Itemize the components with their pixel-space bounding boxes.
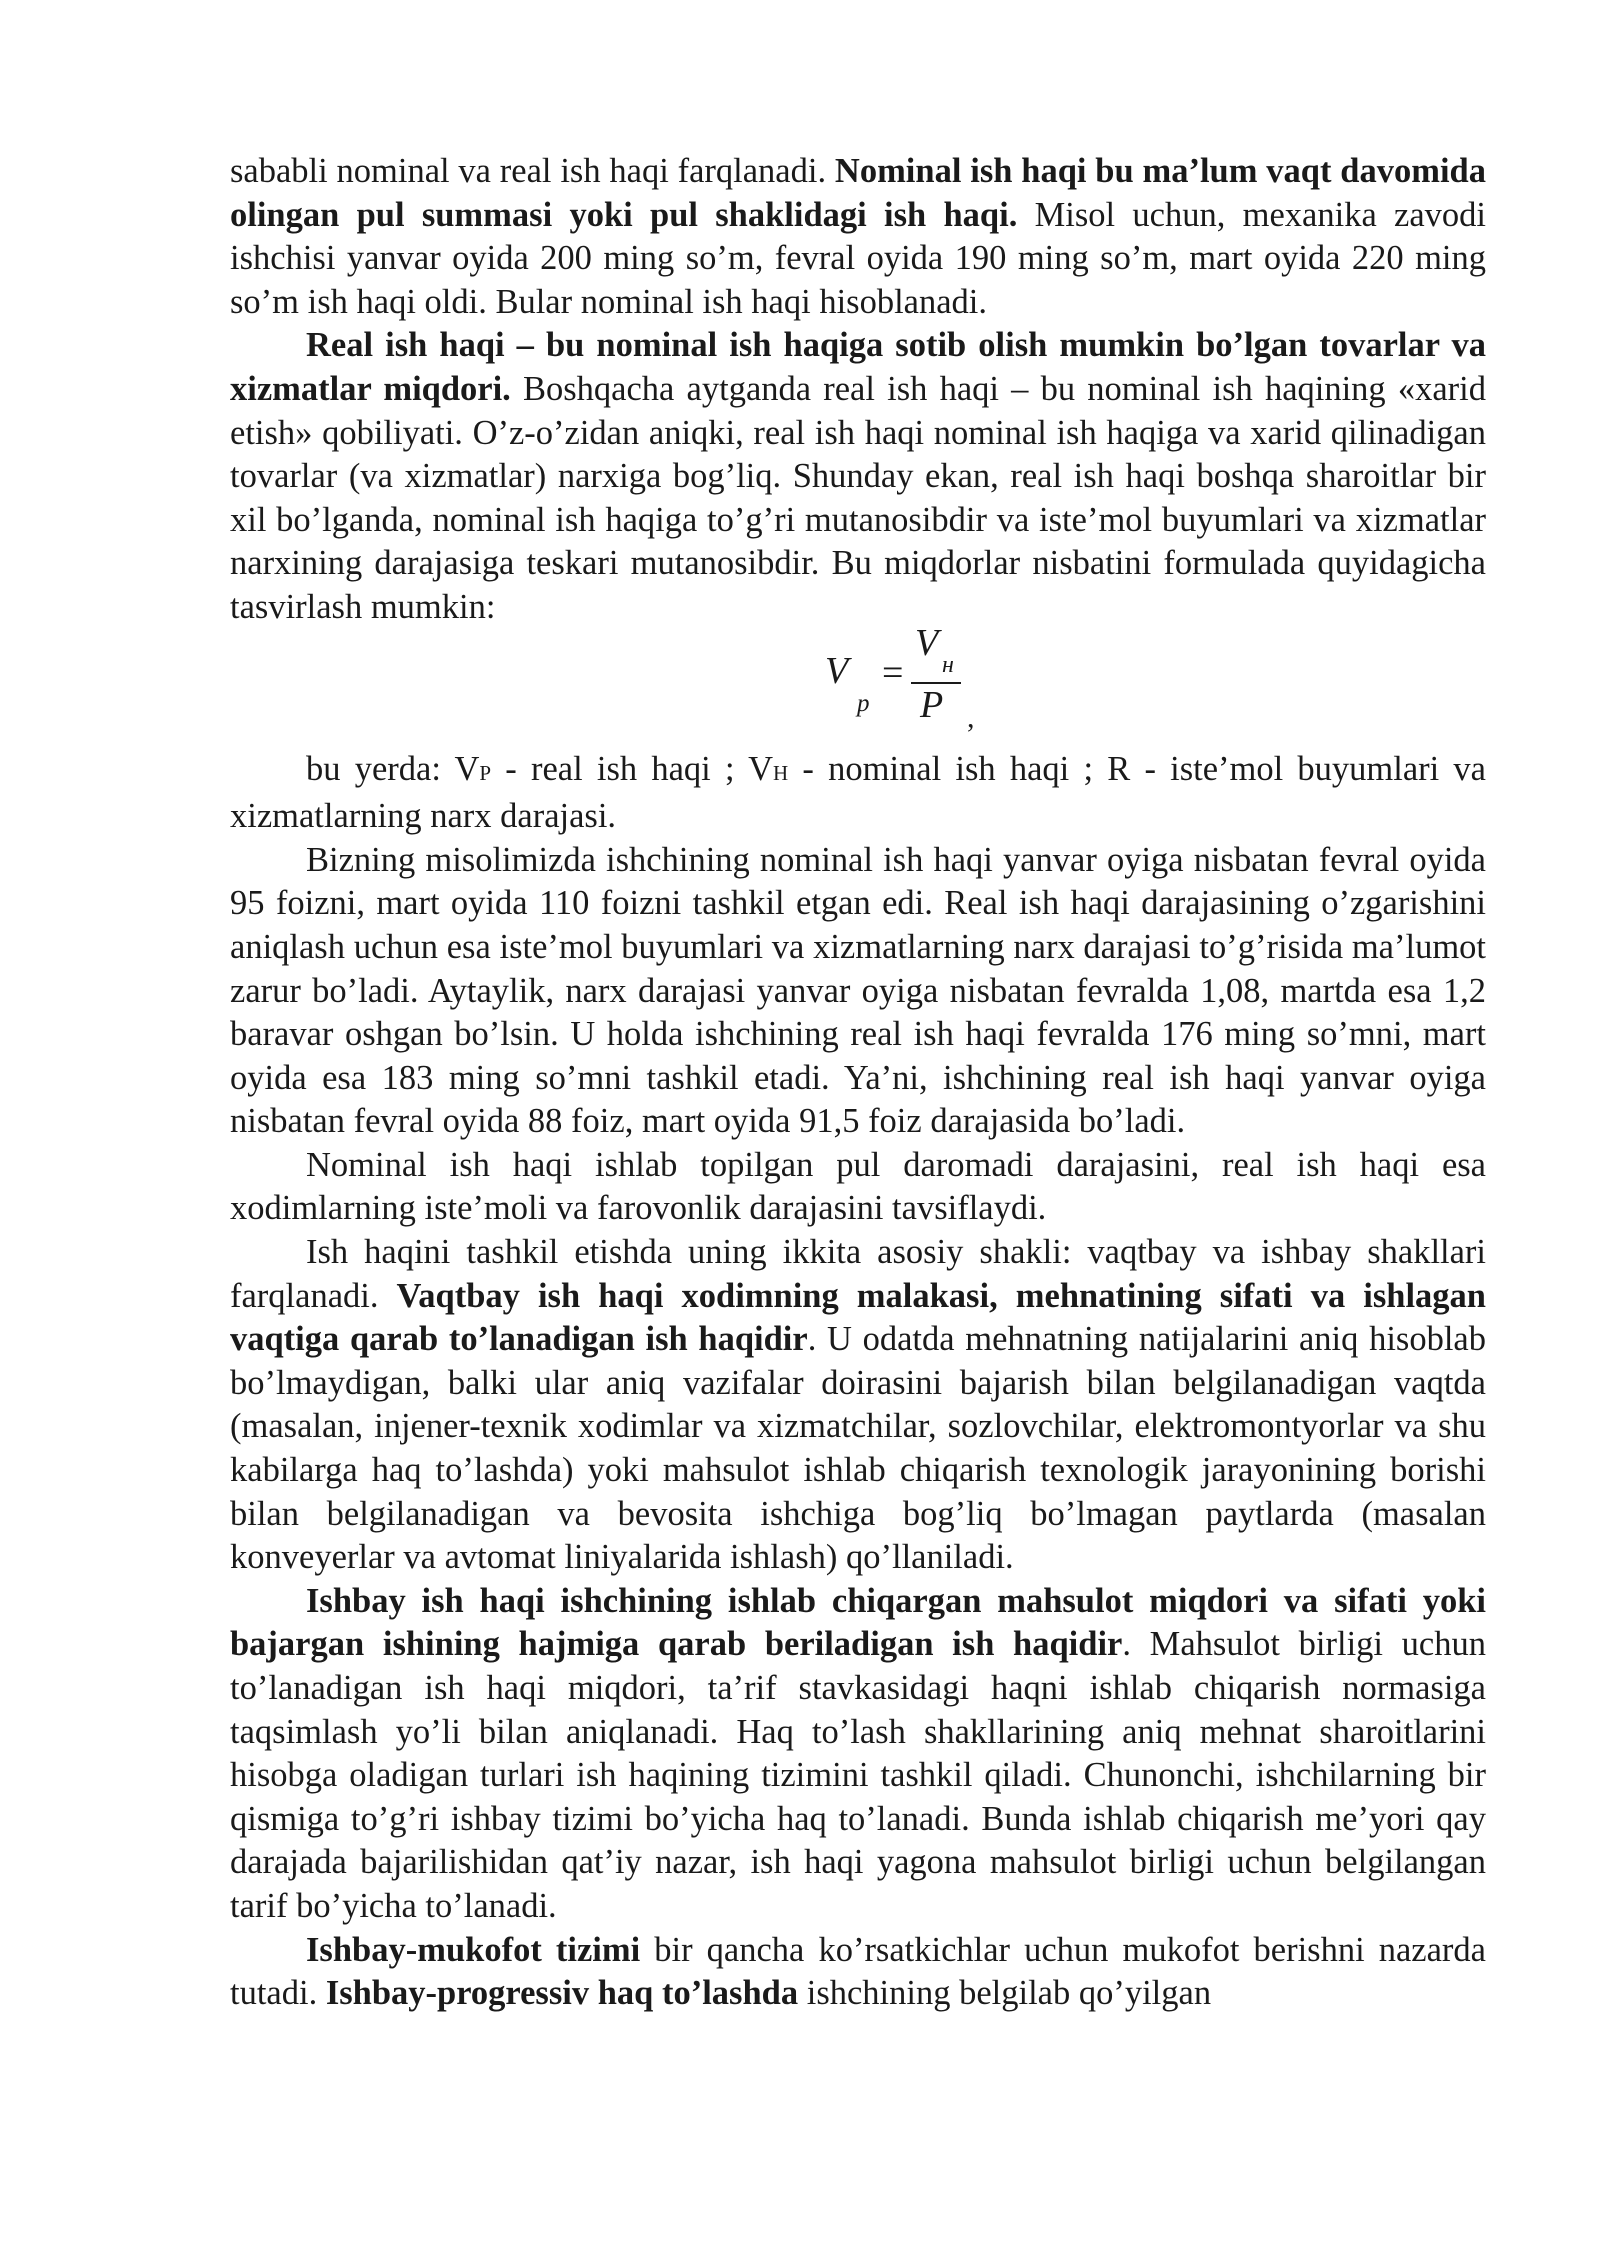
document-page (230, 150, 1486, 2016)
real-wage-formula (230, 621, 1486, 748)
formula-numerator: V (915, 621, 939, 664)
formula-lhs: V (825, 649, 849, 692)
formula-lhs-subscript: p (857, 689, 870, 717)
formula-comma: , (967, 700, 975, 734)
formula-numerator-subscript: н (942, 651, 954, 678)
paragraph-piece-wage: Ishbay ish haqi ishchining ishlab chiqargan mahsulot miqdori va sifati yoki bajargan ishining hajmiga qarab beriladigan ish haqidir. Mahsulot birligi uchun to’lanadigan ish haqi miqdori, ta’rif stavkasidagi haqni ishlab chiqarish normasiga taqsimlash yo’li bilan aniqlanadi. Haq to’lash shakllarining aniq mehnat sharoitlarini hisobga oladigan turlari ish haqining tizimini tashkil qiladi. Chunonchi, ishchilarning bir qismiga to’g’ri ishbay tizimi bo’yicha haq to’lanadi. Bunda ishlab chiqarish me’yori qay darajada bajarilishidan qat’iy nazar, ish haqi yagona mahsulot birligi uchun belgilangan tarif bo’yicha to’lanadi. (230, 1581, 1486, 1925)
paragraph-summary: Nominal ish haqi ishlab topilgan pul daromadi darajasini, real ish haqi esa xodimlarning iste’moli va farovonlik darajasini tavsiflaydi. (230, 1145, 1486, 1228)
term-piece-progressive: Ishbay-progressiv haq to’lashda (325, 1974, 799, 2013)
paragraph-example: Bizning misolimizda ishchining nominal ish haqi yanvar oyiga nisbatan fevral oyida 95 foizni, mart oyida 110 foizni tashkil etgan edi. Real ish haqi darajasining o’zgarishini aniqlash uchun esa iste’mol buyumlari va xizmatlarning narx darajasi to’g’risida ma’lumot zarur bo’ladi. Aytaylik, narx darajasi yanvar oyiga nisbatan fevralda 1,08, martda esa 1,2 baravar oshgan bo’lsin. U holda ishchining real ish haqi fevralda 176 ming so’mni, mart oyida esa 183 ming so’mni tashkil etadi. Ya’ni, ishchining real ish haqi yanvar oyiga nisbatan fevral oyida 88 foiz, mart oyida 91,5 foiz darajasida bo’ladi. (230, 840, 1486, 1141)
definition-piece-wage: Ishbay ish haqi ishchining ishlab chiqargan mahsulot miqdori va sifati yoki bajargan ishining hajmiga qarab beriladigan ish haqidir (230, 1581, 1486, 1664)
paragraph-formula-legend: bu yerda: VP - real ish haqi ; VH - nominal ish haqi ; R - iste’mol buyumlari va xizmatlarning narx darajasi. (230, 749, 1486, 836)
definition-nominal-wage: Nominal ish haqi bu ma’lum vaqt davomida olingan pul summasi yoki pul shaklidagi ish haqi. (230, 152, 1486, 234)
definition-time-wage: Vaqtbay ish haqi xodimning malakasi, mehnatining sifati va ishlagan vaqtiga qarab to’lanadigan ish haqidir (230, 1276, 1486, 1359)
paragraph-real-wage: Real ish haqi – bu nominal ish haqiga sotib olish mumkin bo’lgan tovarlar va xizmatlar miqdori. Boshqacha aytganda real ish haqi – bu nominal ish haqining «xarid etish» qobiliyati. O’z-o’zidan aniqki, real ish haqi nominal ish haqiga va xarid qilinadigan tovarlar (va xizmatlar) narxiga bog’liq. Shunday ekan, real ish haqi boshqa sharoitlar bir xil bo’lganda, nominal ish haqiga to’g’ri mutanosibdir va iste’mol buyumlari va xizmatlar narxining darajasiga teskari mutanosibdir. Bu miqdorlar nisbatini formulada quyidagicha tasvirlash mumkin: (230, 326, 1486, 626)
formula-equals: = (882, 651, 904, 694)
paragraph-piece-bonus: Ishbay-mukofot tizimi bir qancha ko’rsatkichlar uchun mukofot berishni nazarda tutadi. Ishbay-progressiv haq to’lashda ishchining belgilab qo’yilgan (230, 1930, 1486, 2013)
formula-denominator: P (920, 683, 944, 726)
term-piece-bonus: Ishbay-mukofot tizimi (306, 1930, 641, 1969)
paragraph-time-wage: Ish haqini tashkil etishda uning ikkita asosiy shakli: vaqtbay va ishbay shakllari farqlanadi. Vaqtbay ish haqi xodimning malakasi, mehnatining sifati va ishlagan vaqtiga qarab to’lanadigan ish haqidir. U odatda mehnatning natijalarini aniq hisoblab bo’lmaydigan, balki ular aniq vazifalar doirasini bajarish bilan belgilanadigan vaqtda (masalan, injener-texnik xodimlar va xizmatchilar, sozlovchilar, elektromontyorlar va shu kabilarga haq to’lashda) yoki mahsulot ishlab chiqarish texnologik jarayonining borishi bilan belgilanadigan va bevosita ishchiga bog’liq bo’lmagan paytlarda (masalan konveyerlar va avtomat liniyalarida ishlash) qo’llaniladi. (230, 1233, 1486, 1577)
paragraph-nominal-wage: sababli nominal va real ish haqi farqlanadi. Nominal ish haqi bu ma’lum vaqt davomida olingan pul summasi yoki pul shaklidagi ish haqi. Misol uchun, mexanika zavodi ishchisi yanvar oyida 200 ming so’m, fevral oyida 190 ming so’m, mart oyida 220 ming so’m ish haqi oldi. Bular nominal ish haqi hisoblanadi. (230, 152, 1486, 321)
definition-real-wage: Real ish haqi – bu nominal ish haqiga sotib olish mumkin bo’lgan tovarlar va xizmatlar miqdori. (230, 326, 1486, 408)
